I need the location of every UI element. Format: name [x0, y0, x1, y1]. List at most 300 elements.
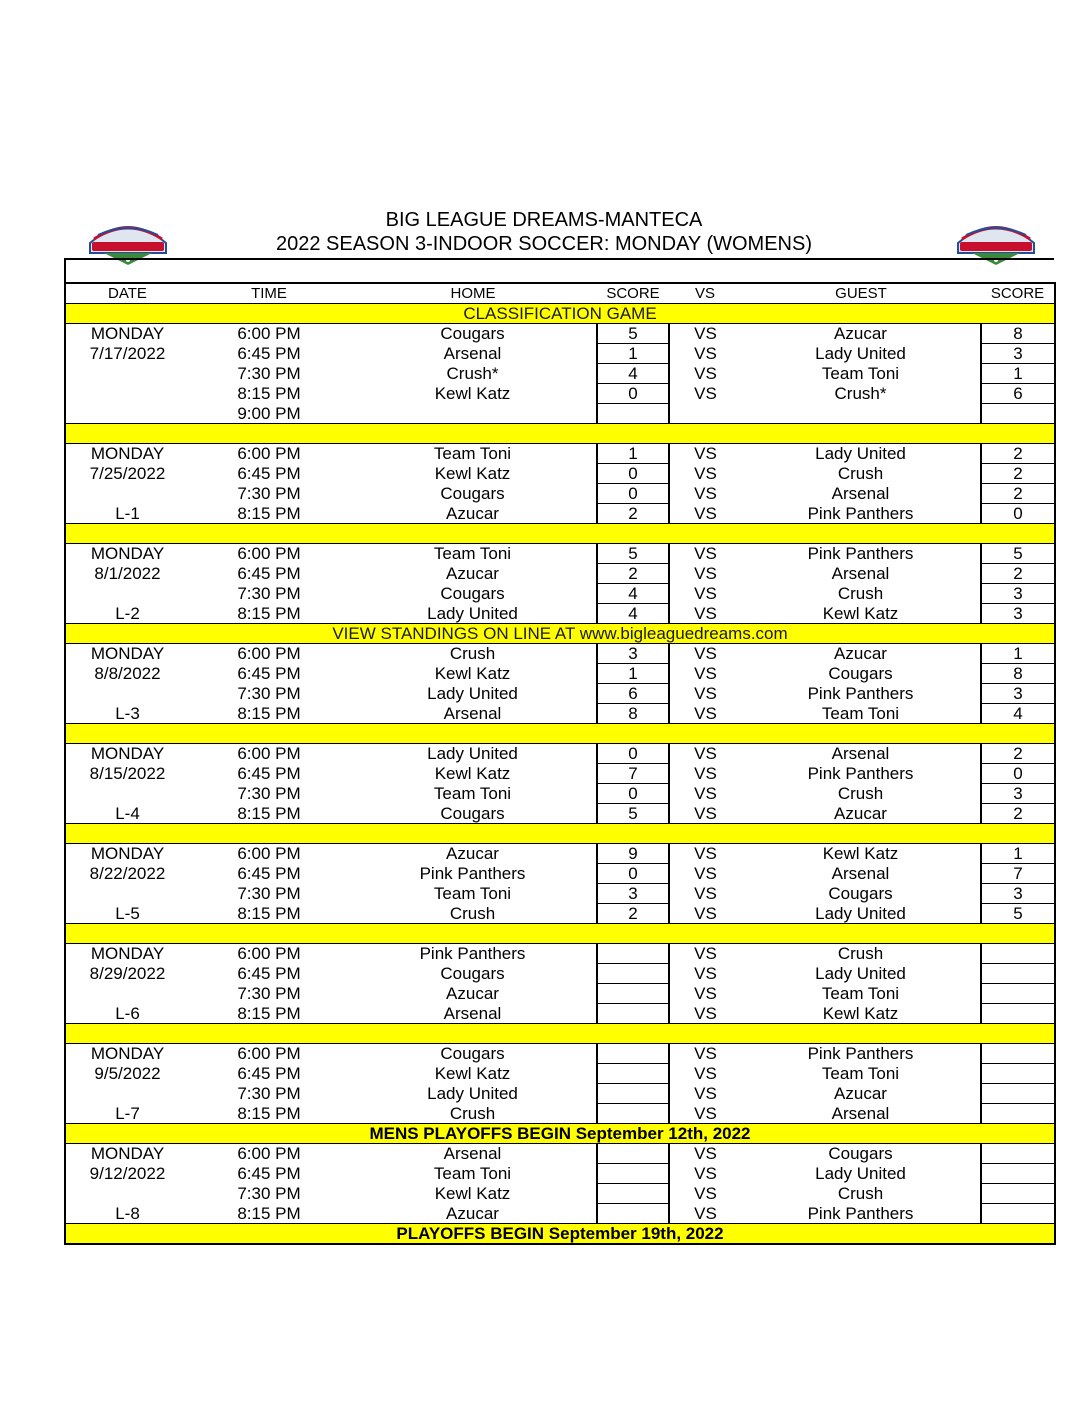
- vs-cell: VS: [694, 984, 717, 1003]
- date-cell: L-2: [65, 604, 189, 624]
- game-row: [65, 484, 1055, 504]
- date-cell: MONDAY: [65, 324, 189, 344]
- home-team-cell: Kewl Katz: [434, 1184, 511, 1203]
- guest-score-cell: [981, 964, 1055, 984]
- home-team-cell: Lady United: [427, 684, 518, 703]
- home-score-cell: 6: [597, 684, 669, 704]
- home-team-cell: Team Toni: [433, 544, 512, 564]
- guest-score-cell: 3: [981, 584, 1055, 604]
- guest-score-cell: [981, 1084, 1055, 1104]
- band-text: [65, 1024, 1055, 1044]
- time-cell: 6:45 PM: [237, 1064, 301, 1083]
- band-row: [65, 304, 1055, 324]
- vs-cell: VS: [694, 903, 717, 923]
- vs-cell: VS: [694, 464, 717, 483]
- vs-cell: VS: [694, 1064, 717, 1083]
- guest-score-cell: 2: [981, 444, 1055, 464]
- guest-score-cell: [981, 944, 1055, 964]
- time-cell: 6:00 PM: [237, 944, 301, 964]
- guest-score-cell: 0: [981, 504, 1055, 524]
- guest-score-cell: 3: [981, 784, 1055, 804]
- home-team-cell: Azucar: [446, 844, 499, 864]
- vs-cell: VS: [694, 744, 717, 764]
- guest-score-cell: [981, 1184, 1055, 1204]
- game-row: [65, 604, 1055, 624]
- vs-cell: VS: [694, 684, 717, 703]
- game-row: [65, 844, 1055, 864]
- time-cell: 8:15 PM: [237, 903, 301, 923]
- game-row: [65, 1004, 1055, 1024]
- game-row: [65, 984, 1055, 1004]
- date-cell: MONDAY: [65, 444, 189, 464]
- guest-team-cell: Azucar: [834, 644, 887, 664]
- vs-cell: VS: [694, 503, 717, 523]
- home-score-cell: [597, 964, 669, 984]
- vs-cell: VS: [694, 703, 717, 723]
- guest-team-cell: Crush: [837, 784, 884, 803]
- band-text: [65, 424, 1055, 444]
- date-cell: L-6: [65, 1004, 189, 1024]
- vs-cell: VS: [694, 384, 717, 403]
- guest-team-cell: Lady United: [815, 964, 906, 983]
- home-score-cell: [597, 944, 669, 964]
- home-team-cell: Team Toni: [433, 784, 512, 803]
- guest-team-cell: Lady United: [815, 903, 906, 923]
- guest-score-cell: 2: [981, 464, 1055, 484]
- vs-cell: VS: [694, 344, 717, 363]
- date-cell: MONDAY: [65, 1144, 189, 1164]
- game-row: [65, 1044, 1055, 1064]
- vs-cell: VS: [694, 1044, 717, 1064]
- game-row: [65, 764, 1055, 784]
- guest-team-cell: Team Toni: [821, 703, 900, 723]
- band-text: [65, 824, 1055, 844]
- home-team-cell: Team Toni: [433, 1164, 512, 1183]
- guest-score-cell: 1: [981, 644, 1055, 664]
- game-row: [65, 1204, 1055, 1224]
- guest-score-cell: 8: [981, 324, 1055, 344]
- time-cell: 6:00 PM: [237, 444, 301, 464]
- guest-score-cell: 3: [981, 884, 1055, 904]
- guest-team-cell: Pink Panthers: [807, 1044, 914, 1064]
- game-row: [65, 1084, 1055, 1104]
- date-cell: [65, 384, 189, 404]
- date-cell: MONDAY: [65, 844, 189, 864]
- band-text: MENS PLAYOFFS BEGIN September 12th, 2022: [65, 1124, 1055, 1144]
- band-row: [65, 1224, 1055, 1245]
- band-row: [65, 424, 1055, 444]
- home-team-cell: Cougars: [440, 964, 505, 983]
- home-team-cell: Lady United: [427, 744, 518, 764]
- guest-team-cell: Arsenal: [831, 484, 890, 503]
- date-cell: [65, 484, 189, 504]
- time-cell: 7:30 PM: [237, 984, 301, 1003]
- guest-team-cell: Lady United: [815, 344, 906, 363]
- home-team-cell: Kewl Katz: [434, 464, 511, 483]
- guest-team-cell: Team Toni: [821, 364, 900, 383]
- guest-team-cell: Azucar: [834, 803, 887, 823]
- time-cell: 8:15 PM: [237, 703, 301, 723]
- time-cell: 8:15 PM: [237, 803, 301, 823]
- guest-score-cell: [981, 1144, 1055, 1164]
- page-title: BIG LEAGUE DREAMS-MANTECA: [385, 209, 703, 231]
- home-team-cell: Kewl Katz: [434, 1064, 511, 1083]
- date-cell: [65, 684, 189, 704]
- home-score-cell: [597, 1084, 669, 1104]
- time-cell: 6:45 PM: [237, 344, 301, 363]
- col-vs: VS: [669, 283, 741, 304]
- guest-team-cell: Arsenal: [831, 1103, 890, 1123]
- guest-team-cell: Pink Panthers: [807, 764, 914, 783]
- guest-team-cell: Arsenal: [831, 744, 890, 764]
- guest-team-cell: Kewl Katz: [822, 603, 899, 623]
- vs-cell: VS: [694, 844, 717, 864]
- time-cell: 6:45 PM: [237, 464, 301, 483]
- game-row: [65, 784, 1055, 804]
- guest-score-cell: 1: [981, 364, 1055, 384]
- col-home: HOME: [349, 283, 597, 304]
- date-cell: 7/25/2022: [65, 464, 189, 484]
- home-score-cell: 5: [597, 544, 669, 564]
- home-score-cell: 7: [597, 764, 669, 784]
- vs-cell: VS: [694, 1103, 717, 1123]
- guest-score-cell: [981, 1204, 1055, 1224]
- date-cell: [65, 1184, 189, 1204]
- guest-score-cell: [981, 1044, 1055, 1064]
- vs-cell: VS: [694, 544, 717, 564]
- vs-cell: VS: [694, 784, 717, 803]
- home-score-cell: 4: [597, 364, 669, 384]
- home-score-cell: 0: [597, 744, 669, 764]
- guest-team-cell: [741, 404, 981, 424]
- guest-score-cell: [981, 1064, 1055, 1084]
- home-team-cell: Cougars: [440, 484, 505, 503]
- vs-cell: VS: [694, 1003, 717, 1023]
- guest-team-cell: Crush: [837, 584, 884, 603]
- guest-team-cell: Cougars: [828, 1144, 893, 1164]
- header-row: [65, 283, 1055, 304]
- home-score-cell: [597, 1044, 669, 1064]
- time-cell: 6:00 PM: [237, 544, 301, 564]
- home-team-cell: Azucar: [446, 503, 499, 523]
- guest-score-cell: 6: [981, 384, 1055, 404]
- date-cell: L-7: [65, 1104, 189, 1124]
- home-score-cell: 1: [597, 664, 669, 684]
- guest-team-cell: Crush*: [834, 384, 887, 403]
- band-row: [65, 924, 1055, 944]
- time-cell: 6:45 PM: [237, 864, 301, 883]
- time-cell: 7:30 PM: [237, 584, 301, 603]
- guest-score-cell: 2: [981, 484, 1055, 504]
- guest-team-cell: Pink Panthers: [807, 1203, 914, 1223]
- time-cell: 7:30 PM: [237, 884, 301, 903]
- band-text: VIEW STANDINGS ON LINE AT www.bigleaguedreams.com: [65, 624, 1055, 644]
- vs-cell: VS: [694, 364, 717, 383]
- time-cell: 9:00 PM: [237, 403, 301, 423]
- date-cell: [65, 884, 189, 904]
- date-cell: 8/1/2022: [65, 564, 189, 584]
- home-team-cell: Crush: [449, 1103, 496, 1123]
- vs-cell: VS: [694, 603, 717, 623]
- home-score-cell: 9: [597, 844, 669, 864]
- home-team-cell: Pink Panthers: [419, 944, 526, 964]
- home-score-cell: [597, 984, 669, 1004]
- vs-cell: VS: [694, 324, 717, 344]
- guest-team-cell: Crush: [837, 464, 884, 483]
- home-team-cell: Cougars: [440, 1044, 505, 1064]
- game-row: [65, 684, 1055, 704]
- home-score-cell: [597, 1184, 669, 1204]
- game-row: [65, 504, 1055, 524]
- stadium-logo-icon: [952, 213, 1040, 269]
- home-team-cell: Kewl Katz: [434, 764, 511, 783]
- guest-score-cell: 2: [981, 564, 1055, 584]
- vs-cell: VS: [694, 664, 717, 683]
- home-team-cell: Azucar: [446, 564, 499, 583]
- home-team-cell: Cougars: [440, 584, 505, 603]
- date-cell: 8/22/2022: [65, 864, 189, 884]
- time-cell: 6:45 PM: [237, 664, 301, 683]
- date-cell: L-5: [65, 904, 189, 924]
- date-cell: [65, 1084, 189, 1104]
- time-cell: 8:15 PM: [237, 503, 301, 523]
- home-team-cell: Lady United: [427, 1084, 518, 1103]
- guest-team-cell: Cougars: [828, 664, 893, 683]
- game-row: [65, 1184, 1055, 1204]
- date-cell: 8/29/2022: [65, 964, 189, 984]
- band-text: [65, 724, 1055, 744]
- band-text: PLAYOFFS BEGIN September 19th, 2022: [65, 1224, 1055, 1245]
- guest-team-cell: Kewl Katz: [822, 844, 899, 864]
- home-score-cell: 1: [597, 344, 669, 364]
- date-cell: MONDAY: [65, 644, 189, 664]
- guest-score-cell: [981, 984, 1055, 1004]
- vs-cell: VS: [694, 484, 717, 503]
- home-team-cell: Crush: [449, 903, 496, 923]
- time-cell: 7:30 PM: [237, 784, 301, 803]
- vs-cell: VS: [694, 1203, 717, 1223]
- time-cell: 8:15 PM: [237, 1103, 301, 1123]
- guest-score-cell: 7: [981, 864, 1055, 884]
- home-team-cell: Team Toni: [433, 444, 512, 464]
- time-cell: 6:45 PM: [237, 1164, 301, 1183]
- home-team-cell: Arsenal: [443, 703, 502, 723]
- home-team-cell: Team Toni: [433, 884, 512, 903]
- time-cell: 6:00 PM: [237, 844, 301, 864]
- band-row: [65, 724, 1055, 744]
- date-cell: L-8: [65, 1204, 189, 1224]
- time-cell: 6:00 PM: [237, 1044, 301, 1064]
- guest-team-cell: Crush: [837, 944, 884, 964]
- time-cell: 7:30 PM: [237, 364, 301, 383]
- home-score-cell: [597, 1144, 669, 1164]
- date-cell: MONDAY: [65, 544, 189, 564]
- game-row: [65, 744, 1055, 764]
- game-row: [65, 944, 1055, 964]
- guest-team-cell: Kewl Katz: [822, 1003, 899, 1023]
- vs-cell: VS: [694, 444, 717, 464]
- guest-team-cell: Arsenal: [831, 864, 890, 883]
- band-row: [65, 824, 1055, 844]
- guest-score-cell: [981, 1104, 1055, 1124]
- vs-cell: VS: [694, 944, 717, 964]
- date-cell: [65, 784, 189, 804]
- home-team-cell: Crush*: [446, 364, 499, 383]
- home-team-cell: Kewl Katz: [434, 664, 511, 683]
- page-subtitle: 2022 SEASON 3-INDOOR SOCCER: MONDAY (WOMENS): [275, 233, 812, 255]
- home-score-cell: 0: [597, 384, 669, 404]
- stadium-logo-icon: [84, 213, 172, 269]
- band-row: [65, 1124, 1055, 1144]
- date-cell: [65, 584, 189, 604]
- game-row: [65, 1164, 1055, 1184]
- date-cell: MONDAY: [65, 944, 189, 964]
- header-rule: [64, 258, 1054, 260]
- col-guest: GUEST: [741, 283, 981, 304]
- vs-cell: VS: [694, 1084, 717, 1103]
- guest-team-cell: Lady United: [815, 1164, 906, 1183]
- time-cell: 8:15 PM: [237, 1003, 301, 1023]
- left-logo: [84, 213, 172, 269]
- date-cell: L-3: [65, 704, 189, 724]
- col-score: SCORE: [597, 283, 669, 304]
- vs-cell: [669, 404, 741, 424]
- time-cell: 6:00 PM: [237, 324, 301, 344]
- guest-team-cell: Azucar: [834, 1084, 887, 1103]
- home-team-cell: Crush: [449, 644, 496, 664]
- game-row: [65, 404, 1055, 424]
- home-team-cell: Lady United: [427, 603, 518, 623]
- guest-team-cell: Pink Panthers: [807, 544, 914, 564]
- guest-team-cell: Team Toni: [821, 984, 900, 1003]
- guest-team-cell: Pink Panthers: [807, 684, 914, 703]
- game-row: [65, 644, 1055, 664]
- game-row: [65, 904, 1055, 924]
- guest-team-cell: Crush: [837, 1184, 884, 1203]
- schedule-table: [64, 282, 1056, 1245]
- time-cell: 7:30 PM: [237, 484, 301, 503]
- game-row: [65, 584, 1055, 604]
- home-team-cell: Pink Panthers: [419, 864, 526, 883]
- time-cell: 8:15 PM: [237, 603, 301, 623]
- game-row: [65, 564, 1055, 584]
- guest-score-cell: 1: [981, 844, 1055, 864]
- vs-cell: VS: [694, 1184, 717, 1203]
- time-cell: 6:45 PM: [237, 564, 301, 583]
- home-team-cell: Arsenal: [443, 1144, 502, 1164]
- band-text: [65, 924, 1055, 944]
- time-cell: 7:30 PM: [237, 1084, 301, 1103]
- guest-score-cell: 2: [981, 744, 1055, 764]
- vs-cell: VS: [694, 1164, 717, 1183]
- band-text: [65, 524, 1055, 544]
- guest-score-cell: 4: [981, 704, 1055, 724]
- date-cell: MONDAY: [65, 744, 189, 764]
- game-row: [65, 964, 1055, 984]
- date-cell: [65, 404, 189, 424]
- home-score-cell: [597, 404, 669, 424]
- col-guest-score: SCORE: [981, 283, 1055, 304]
- home-team-cell: Azucar: [446, 1203, 499, 1223]
- guest-score-cell: [981, 404, 1055, 424]
- game-row: [65, 1064, 1055, 1084]
- guest-score-cell: 5: [981, 904, 1055, 924]
- home-score-cell: 4: [597, 584, 669, 604]
- home-team-cell: Cougars: [440, 803, 505, 823]
- guest-score-cell: 5: [981, 544, 1055, 564]
- date-cell: 9/5/2022: [65, 1064, 189, 1084]
- game-row: [65, 544, 1055, 564]
- home-team-cell: Arsenal: [443, 344, 502, 363]
- time-cell: 7:30 PM: [237, 684, 301, 703]
- game-row: [65, 464, 1055, 484]
- vs-cell: VS: [694, 564, 717, 583]
- vs-cell: VS: [694, 864, 717, 883]
- date-cell: 9/12/2022: [65, 1164, 189, 1184]
- date-cell: MONDAY: [65, 1044, 189, 1064]
- guest-score-cell: 3: [981, 344, 1055, 364]
- band-row: [65, 524, 1055, 544]
- home-score-cell: 0: [597, 864, 669, 884]
- time-cell: 6:00 PM: [237, 644, 301, 664]
- guest-team-cell: Cougars: [828, 884, 893, 903]
- game-row: [65, 384, 1055, 404]
- game-row: [65, 884, 1055, 904]
- home-team-cell: [349, 404, 597, 424]
- band-text: CLASSIFICATION GAME: [65, 304, 1055, 324]
- guest-score-cell: 0: [981, 764, 1055, 784]
- vs-cell: VS: [694, 803, 717, 823]
- home-score-cell: 2: [597, 904, 669, 924]
- home-team-cell: Arsenal: [443, 1003, 502, 1023]
- home-score-cell: [597, 1104, 669, 1124]
- home-score-cell: 4: [597, 604, 669, 624]
- home-score-cell: 5: [597, 324, 669, 344]
- vs-cell: VS: [694, 964, 717, 983]
- home-team-cell: Azucar: [446, 984, 499, 1003]
- home-score-cell: 8: [597, 704, 669, 724]
- guest-team-cell: Azucar: [834, 324, 887, 344]
- game-row: [65, 444, 1055, 464]
- col-time: TIME: [189, 283, 349, 304]
- date-cell: 8/8/2022: [65, 664, 189, 684]
- game-row: [65, 1144, 1055, 1164]
- game-row: [65, 324, 1055, 344]
- time-cell: 8:15 PM: [237, 384, 301, 403]
- game-row: [65, 664, 1055, 684]
- guest-score-cell: 2: [981, 804, 1055, 824]
- home-score-cell: [597, 1164, 669, 1184]
- guest-team-cell: Team Toni: [821, 1064, 900, 1083]
- right-logo: [952, 213, 1040, 269]
- home-score-cell: 5: [597, 804, 669, 824]
- home-score-cell: 0: [597, 784, 669, 804]
- home-score-cell: 3: [597, 644, 669, 664]
- home-score-cell: 3: [597, 884, 669, 904]
- guest-team-cell: Pink Panthers: [807, 503, 914, 523]
- date-cell: 8/15/2022: [65, 764, 189, 784]
- game-row: [65, 364, 1055, 384]
- guest-score-cell: [981, 1004, 1055, 1024]
- home-score-cell: 0: [597, 464, 669, 484]
- guest-score-cell: 8: [981, 664, 1055, 684]
- guest-team-cell: Arsenal: [831, 564, 890, 583]
- col-date: DATE: [65, 283, 189, 304]
- guest-score-cell: 3: [981, 684, 1055, 704]
- game-row: [65, 804, 1055, 824]
- home-score-cell: 1: [597, 444, 669, 464]
- date-cell: 7/17/2022: [65, 344, 189, 364]
